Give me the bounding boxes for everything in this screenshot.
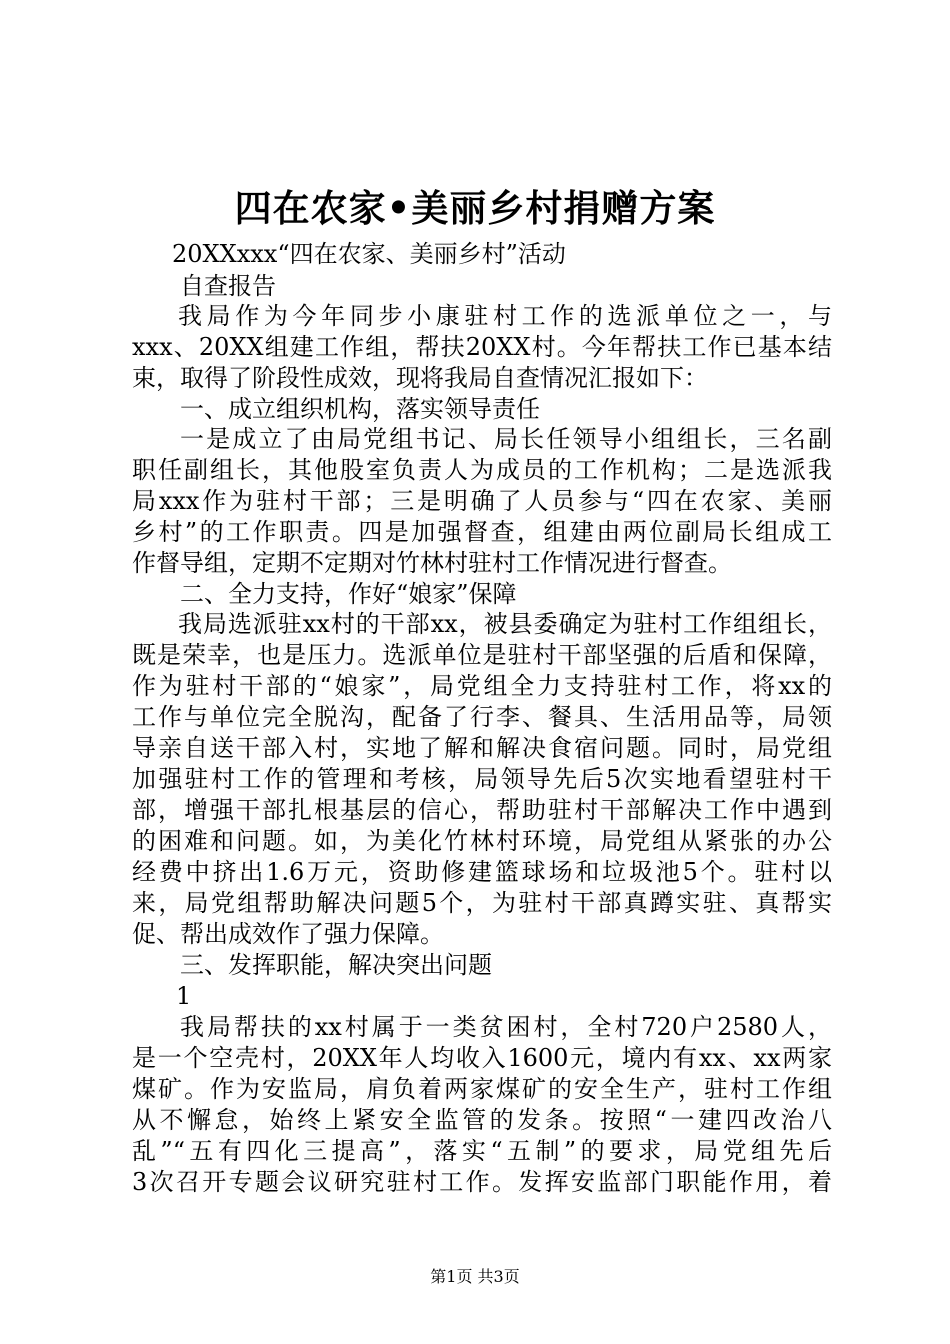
paragraph-line: 既是荣幸，也是压力。选派单位是驻村干部坚强的后盾和保障， — [132, 641, 832, 669]
paragraph-line: 的困难和问题。如，为美化竹林村环境，局党组从紧张的办公 — [132, 827, 832, 855]
section-heading: 一、成立组织机构，落实领导责任 — [180, 395, 540, 423]
paragraph-line: xxx、20XX组建工作组，帮扶20XX村。今年帮扶工作已基本结 — [132, 333, 832, 361]
paragraph-line: 作督导组，定期不定期对竹林村驻村工作情况进行督查。 — [132, 549, 732, 577]
page-footer: 第1页 共3页 — [430, 1267, 520, 1286]
paragraph-line: 乱”“五有四化三提高”，落实“五制”的要求，局党组先后 — [132, 1137, 832, 1165]
section-heading: 二、全力支持，作好“娘家”保障 — [180, 580, 517, 608]
document-title: 四在农家•美丽乡村捐赠方案 — [234, 186, 716, 230]
paragraph-line: 加强驻村工作的管理和考核，局领导先后5次实地看望驻村干 — [132, 765, 832, 793]
paragraph-line: 局xxx作为驻村干部；三是明确了人员参与“四在农家、美丽 — [132, 487, 832, 515]
paragraph-line: 部，增强干部扎根基层的信心，帮助驻村干部解决工作中遇到 — [132, 796, 832, 824]
paragraph-line: 一是成立了由局党组书记、局长任领导小组组长，三名副 — [180, 425, 832, 453]
paragraph-line: 从不懈怠，始终上紧安全监管的发条。按照“一建四改治八 — [132, 1106, 832, 1134]
paragraph-line: 我局帮扶的xx村属于一类贫困村，全村720户2580人， — [180, 1013, 832, 1041]
paragraph-line: 作为驻村干部的“娘家”，局党组全力支持驻村工作，将xx的 — [132, 672, 832, 700]
paragraph-line: 工作与单位完全脱沟，配备了行李、餐具、生活用品等，局领 — [132, 703, 832, 731]
paragraph-line: 束，取得了阶段性成效，现将我局自查情况汇报如下： — [132, 364, 708, 392]
paragraph-line: 我局作为今年同步小康驻村工作的选派单位之一，与 — [178, 302, 832, 330]
paragraph-line: 来，局党组帮助解决问题5个，为驻村干部真蹲实驻、真帮实 — [132, 889, 832, 917]
paragraph-line: 导亲自送干部入村，实地了解和解决食宿问题。同时，局党组 — [132, 734, 832, 762]
paragraph-line: 我局选派驻xx村的干部xx，被县委确定为驻村工作组组长， — [178, 610, 832, 638]
paragraph-line: 是一个空壳村，20XX年人均收入1600元，境内有xx、xx两家 — [132, 1044, 832, 1072]
subtitle-line: 自查报告 — [180, 272, 276, 300]
paragraph-line: 职任副组长，其他股室负责人为成员的工作机构；二是选派我 — [132, 456, 832, 484]
paragraph-line: 经费中挤出1.6万元，资助修建篮球场和垃圾池5个。驻村以 — [132, 858, 832, 886]
paragraph-line: 乡村”的工作职责。四是加强督查，组建由两位副局长组成工 — [132, 518, 832, 546]
paragraph-line: 煤矿。作为安监局，肩负着两家煤矿的安全生产，驻村工作组 — [132, 1075, 832, 1103]
page-marker: 1 — [176, 982, 192, 1010]
paragraph-line: 3次召开专题会议研究驻村工作。发挥安监部门职能作用，着 — [132, 1168, 832, 1196]
paragraph-line: 促、帮出成效作了强力保障。 — [132, 920, 444, 948]
section-heading: 三、发挥职能，解决突出问题 — [180, 951, 492, 979]
subtitle-line: 20XXxxx“四在农家、美丽乡村”活动 — [172, 240, 566, 268]
